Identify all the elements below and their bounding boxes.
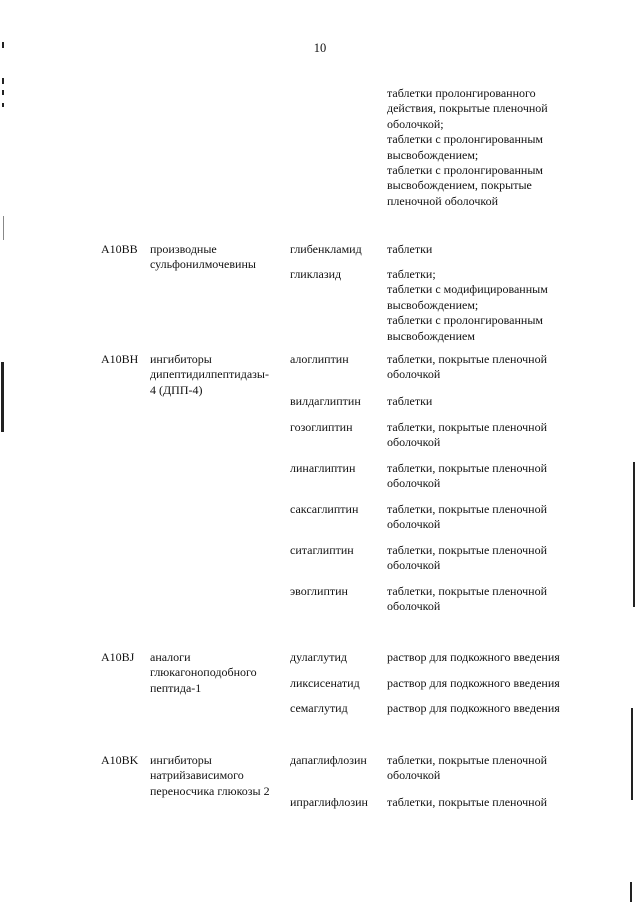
continuation-dosage-forms: таблетки пролонгированного действия, покрытые пленочной оболочкой; таблетки с пролонгированным высвобождением; таблетки с пролонгированным высвобождением, покрытые пленочной оболочкой [387, 86, 548, 208]
page-number: 10 [313, 41, 327, 55]
drug-name: дапаглифлозин [290, 753, 367, 767]
scan-mark [630, 882, 632, 902]
dosage-form: раствор для подкожного введения [387, 701, 560, 715]
scan-mark [2, 78, 4, 84]
drug-name: ликсисенатид [290, 676, 360, 690]
drug-name: ситаглиптин [290, 543, 354, 557]
dosage-form: таблетки, покрытые пленочной оболочкой [387, 753, 548, 783]
dosage-form: таблетки, покрытые пленочной оболочкой [387, 352, 548, 382]
group-name-a10bk: ингибиторы натрийзависимого переносчика глюкозы 2 [150, 753, 270, 798]
drug-name: линаглиптин [290, 461, 356, 475]
scan-mark [2, 42, 4, 48]
drug-name: семаглутид [290, 701, 348, 715]
drug-name: ипраглифлозин [290, 795, 368, 809]
dosage-form: таблетки, покрытые пленочной оболочкой [387, 502, 548, 532]
scan-mark [633, 462, 635, 607]
drug-name: гликлазид [290, 267, 342, 281]
atc-code-a10bh: A10BH [101, 352, 139, 366]
drug-name: глибенкламид [290, 242, 362, 256]
scan-mark [2, 103, 4, 107]
dosage-form: таблетки, покрытые пленочной оболочкой [387, 584, 548, 614]
dosage-form: таблетки, покрытые пленочной [387, 795, 548, 809]
atc-code-a10bk: A10BK [101, 753, 139, 767]
dosage-form: таблетки [387, 242, 433, 256]
drug-name: дулаглутид [290, 650, 347, 664]
scan-mark [1, 362, 4, 432]
dosage-form: таблетки, покрытые пленочной оболочкой [387, 461, 548, 491]
dosage-form: таблетки, покрытые пленочной оболочкой [387, 420, 548, 450]
drug-name: эвоглиптин [290, 584, 348, 598]
dosage-form: таблетки; таблетки с модифицированным высвобождением; таблетки с пролонгированным высвобождением [387, 267, 548, 343]
dosage-form: раствор для подкожного введения [387, 676, 560, 690]
dosage-form: таблетки, покрытые пленочной оболочкой [387, 543, 548, 573]
drug-name: алоглиптин [290, 352, 349, 366]
drug-name: саксаглиптин [290, 502, 359, 516]
group-name-a10bh: ингибиторы дипептидилпептидазы- 4 (ДПП-4) [150, 352, 269, 397]
atc-code-a10bj: A10BJ [101, 650, 135, 664]
scan-mark [3, 216, 4, 240]
dosage-form: таблетки [387, 394, 433, 408]
drug-name: гозоглиптин [290, 420, 353, 434]
group-name-a10bj: аналоги глюкагоноподобного пептида-1 [150, 650, 257, 695]
scan-mark [631, 708, 633, 800]
drug-name: вилдаглиптин [290, 394, 361, 408]
group-name-a10bb: производные сульфонилмочевины [150, 242, 256, 272]
dosage-form: раствор для подкожного введения [387, 650, 560, 664]
scan-mark [2, 90, 4, 95]
atc-code-a10bb: A10BB [101, 242, 138, 256]
